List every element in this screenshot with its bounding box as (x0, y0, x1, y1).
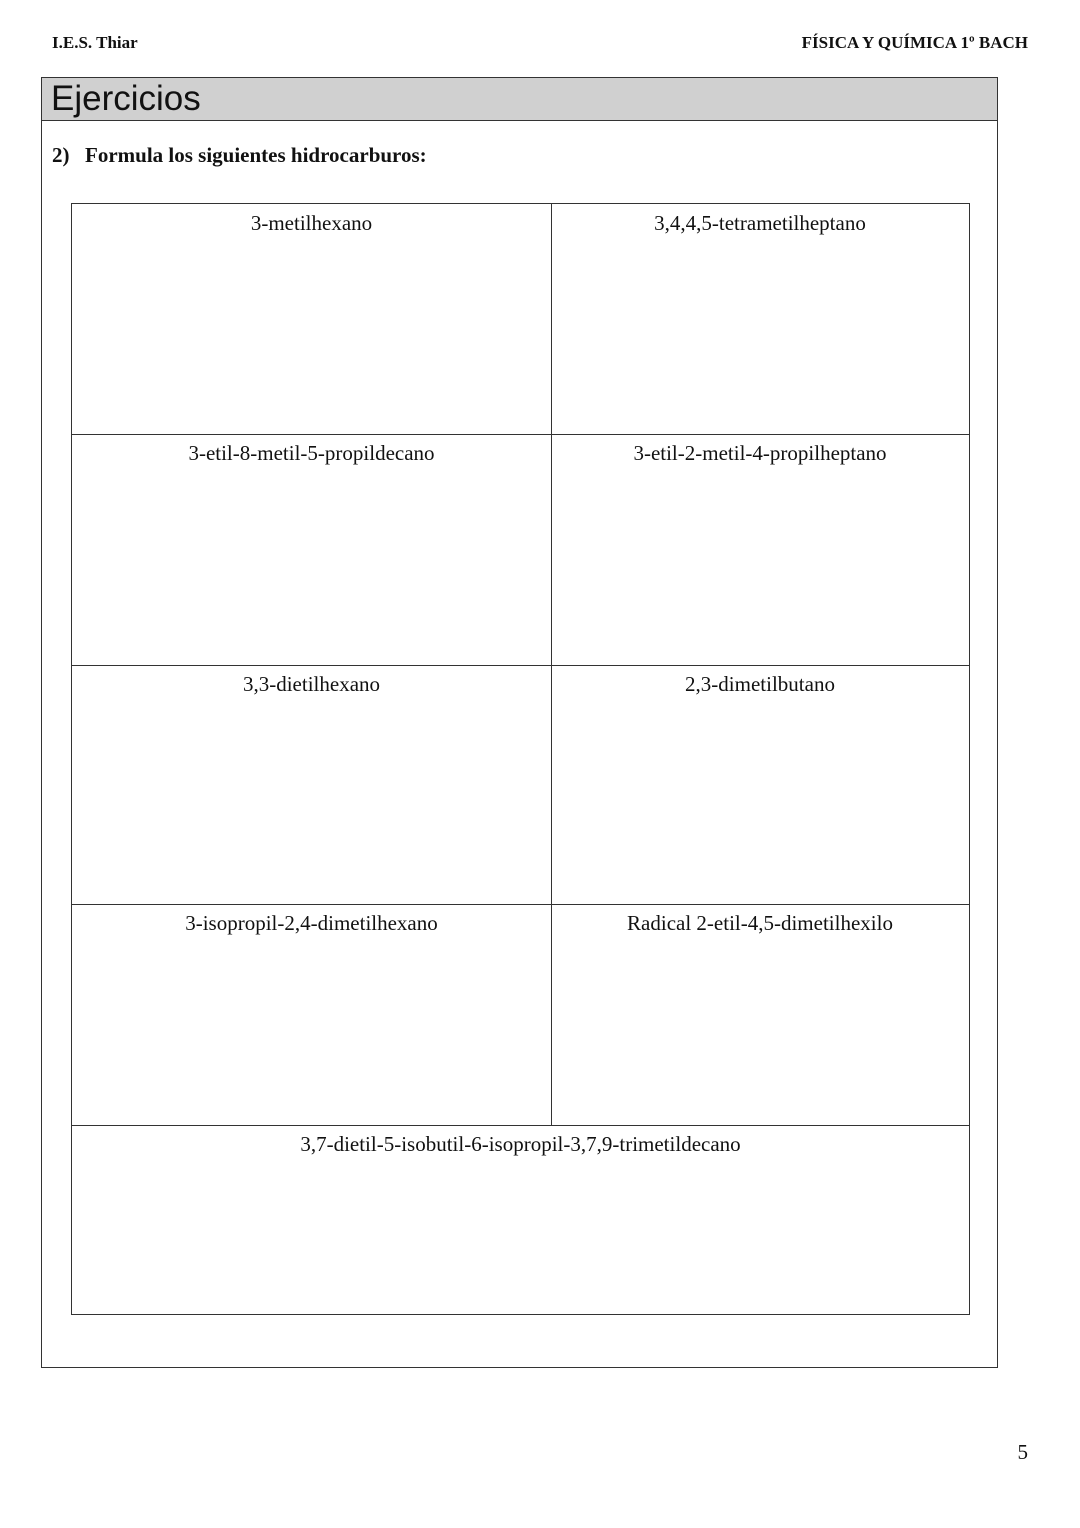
header-course: FÍSICA Y QUÍMICA 1º BACH (801, 33, 1028, 52)
answer-cell[interactable] (72, 204, 551, 434)
compound-name: 2,3-dimetilbutano (685, 672, 835, 696)
exercise-frame (41, 77, 998, 1368)
answer-cell[interactable] (72, 665, 551, 904)
compound-name: 3,4,4,5-tetrametilheptano (654, 211, 866, 235)
answer-cell[interactable] (551, 665, 969, 904)
page-number: 5 (1017, 1440, 1028, 1464)
section-title: Ejercicios (51, 79, 201, 118)
answer-grid (71, 203, 970, 1315)
exercise-text: Formula los siguientes hidrocarburos: (85, 143, 427, 167)
answer-cell-wide[interactable] (72, 1125, 969, 1314)
section-band (42, 78, 997, 121)
compound-name: 3-metilhexano (250, 211, 373, 235)
answer-cell[interactable] (551, 904, 969, 1125)
compound-name: 3-isopropil-2,4-dimetilhexano (185, 911, 438, 935)
compound-name: Radical 2-etil-4,5-dimetilhexilo (627, 911, 893, 935)
exercise-prompt (52, 143, 427, 168)
answer-cell[interactable] (551, 434, 969, 665)
answer-cell[interactable] (551, 204, 969, 434)
compound-name: 3-etil-2-metil-4-propilheptano (633, 441, 887, 465)
exercise-number: 2) (52, 143, 70, 167)
compound-name: 3,3-dietilhexano (242, 672, 381, 696)
compound-name: 3-etil-8-metil-5-propildecano (188, 441, 435, 465)
compound-name: 3,7-dietil-5-isobutil-6-isopropil-3,7,9-trimetildecano (300, 1132, 741, 1156)
header-school: I.E.S. Thiar (52, 33, 138, 52)
answer-cell[interactable] (72, 434, 551, 665)
answer-cell[interactable] (72, 904, 551, 1125)
